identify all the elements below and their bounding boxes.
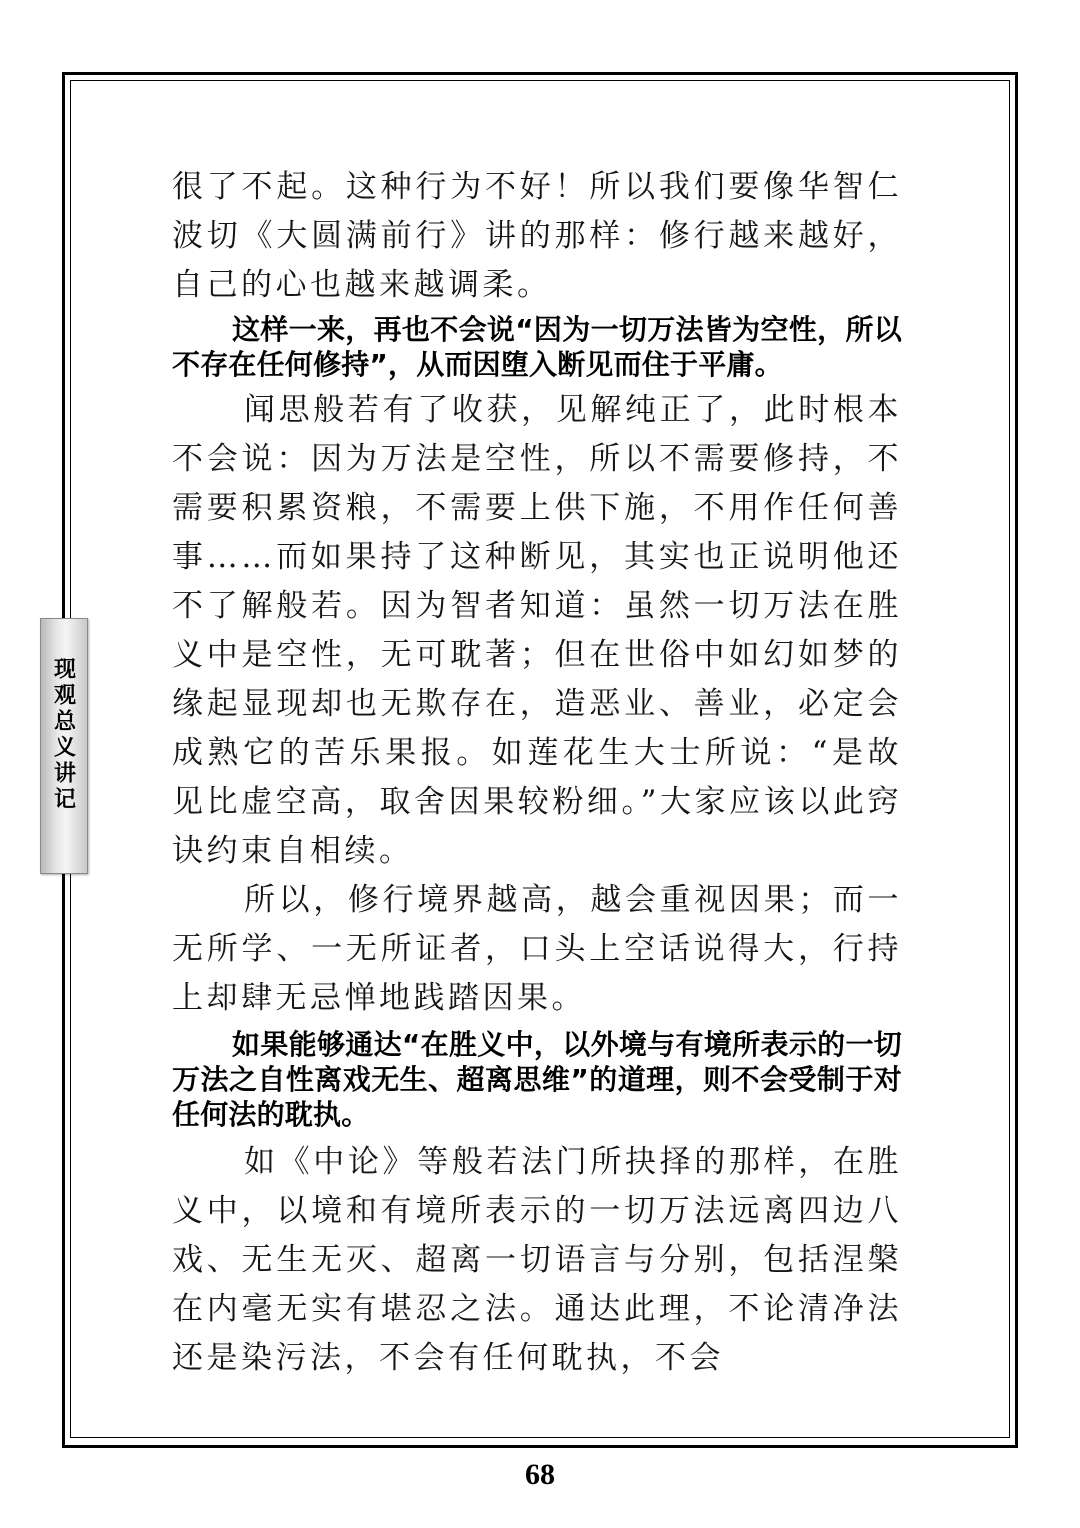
paragraph-continued: 很了不起。这种行为不好！所以我们要像华智仁波切《大圆满前行》讲的那样：修行越来越好，自己的心也越来越调柔。 [172,169,902,303]
page-number: 68 [525,1458,555,1491]
body-text [172,163,902,1383]
side-tab [40,618,88,874]
root-text-verse-1: 这样一来，再也不会说“因为一切万法皆为空性，所以不存在任何修持”，从而因堕入断见而住于平庸。 [172,313,902,381]
commentary-paragraph-3: 如《中论》等般若法门所抉择的那样，在胜义中，以境和有境所表示的一切万法远离四边八戏、无生无灭、超离一切语言与分别，包括涅槃在内毫无实有堪忍之法。通达此理，不论清净法还是染污法，不会有任何耽执，不会 [172,1144,902,1376]
root-text-verse-2: 如果能够通达“在胜义中，以外境与有境所表示的一切万法之自性离戏无生、超离思维”的道理，则不会受制于对任何法的耽执。 [172,1028,902,1131]
side-tab-title: 现观总义讲记 [50,657,77,813]
commentary-paragraph-1: 闻思般若有了收获，见解纯正了，此时根本不会说：因为万法是空性，所以不需要修持，不需要积累资粮，不需要上供下施，不用作任何善事……而如果持了这种断见，其实也正说明他还不了解般若。因为智者知道：虽然一切万法在胜义中是空性，无可耽著；但在世俗中如幻如梦的缘起显现却也无欺存在，造恶业、善业，必定会成熟它的苦乐果报。如莲花生大士所说：“是故见比虚空高，取舍因果较粉细。”大家应该以此窍诀约束自相续。 [172,392,902,869]
commentary-paragraph-2: 所以，修行境界越高，越会重视因果；而一无所学、一无所证者，口头上空话说得大，行持上却肆无忌惮地践踏因果。 [172,882,902,1016]
